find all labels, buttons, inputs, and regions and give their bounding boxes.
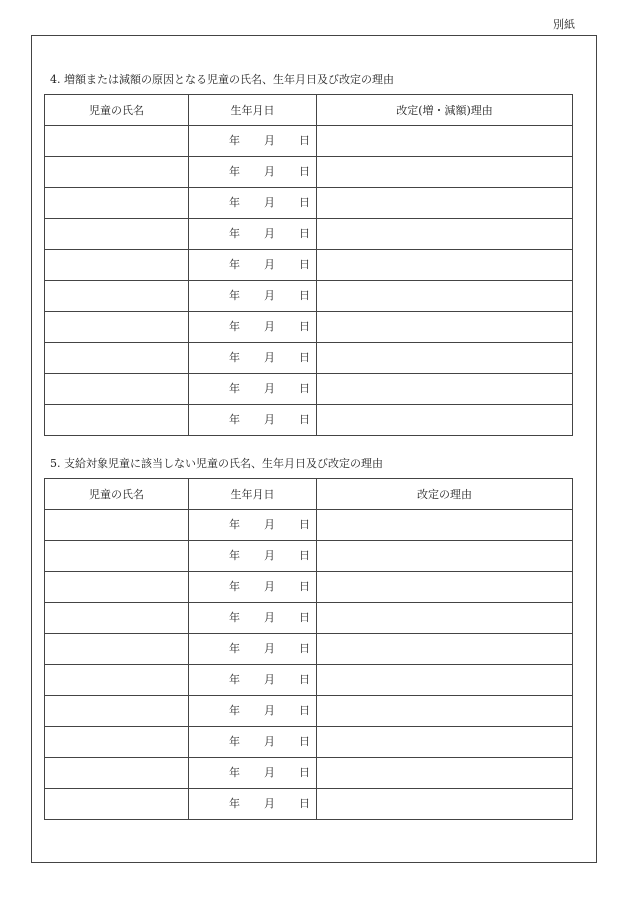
year-label: 年	[229, 196, 240, 209]
table-row	[45, 696, 573, 727]
birth-date-field[interactable]	[189, 696, 317, 727]
year-label: 年	[229, 766, 240, 779]
month-label: 月	[264, 549, 275, 562]
table-row	[45, 374, 573, 405]
year-label: 年	[229, 797, 240, 810]
child-name-field[interactable]	[45, 157, 189, 188]
year-label: 年	[229, 320, 240, 333]
child-name-field[interactable]	[45, 541, 189, 572]
table-row	[45, 188, 573, 219]
child-name-field[interactable]	[45, 510, 189, 541]
child-name-field[interactable]	[45, 281, 189, 312]
year-label: 年	[229, 611, 240, 624]
birth-date-field[interactable]	[189, 510, 317, 541]
reason-field[interactable]	[317, 572, 573, 603]
column-header-reason: 改定の理由	[317, 479, 573, 510]
day-label: 日	[299, 580, 310, 593]
table-row	[45, 758, 573, 789]
reason-field[interactable]	[317, 405, 573, 436]
month-label: 月	[264, 320, 275, 333]
month-label: 月	[264, 382, 275, 395]
child-name-field[interactable]	[45, 374, 189, 405]
child-name-field[interactable]	[45, 126, 189, 157]
section-5-table	[44, 478, 573, 820]
year-label: 年	[229, 165, 240, 178]
table-row	[45, 126, 573, 157]
table-row	[45, 541, 573, 572]
year-label: 年	[229, 549, 240, 562]
birth-date-field[interactable]	[189, 603, 317, 634]
month-label: 月	[264, 258, 275, 271]
birth-date-field[interactable]	[189, 188, 317, 219]
table-row	[45, 405, 573, 436]
table-header-row	[45, 479, 573, 510]
table-row	[45, 510, 573, 541]
year-label: 年	[229, 580, 240, 593]
year-label: 年	[229, 351, 240, 364]
year-label: 年	[229, 382, 240, 395]
child-name-field[interactable]	[45, 603, 189, 634]
table-row	[45, 250, 573, 281]
reason-field[interactable]	[317, 219, 573, 250]
day-label: 日	[299, 704, 310, 717]
column-header-name: 児童の氏名	[45, 95, 189, 126]
month-label: 月	[264, 165, 275, 178]
column-header-name: 児童の氏名	[45, 479, 189, 510]
day-label: 日	[299, 289, 310, 302]
child-name-field[interactable]	[45, 312, 189, 343]
year-label: 年	[229, 704, 240, 717]
child-name-field[interactable]	[45, 665, 189, 696]
month-label: 月	[264, 735, 275, 748]
month-label: 月	[264, 611, 275, 624]
child-name-field[interactable]	[45, 789, 189, 820]
table-row	[45, 219, 573, 250]
month-label: 月	[264, 227, 275, 240]
reason-field[interactable]	[317, 510, 573, 541]
birth-date-field[interactable]	[189, 789, 317, 820]
section-5-heading: 5. 支給対象児童に該当しない児童の氏名、生年月日及び改定の理由	[50, 457, 383, 470]
year-label: 年	[229, 258, 240, 271]
section-4-table	[44, 94, 573, 436]
column-header-dob: 生年月日	[189, 479, 317, 510]
birth-date-field[interactable]	[189, 219, 317, 250]
birth-date-field[interactable]	[189, 343, 317, 374]
reason-field[interactable]	[317, 634, 573, 665]
month-label: 月	[264, 134, 275, 147]
table-header-row	[45, 95, 573, 126]
month-label: 月	[264, 766, 275, 779]
column-header-reason: 改定(増・減額)理由	[317, 95, 573, 126]
birth-date-field[interactable]	[189, 281, 317, 312]
reason-field[interactable]	[317, 727, 573, 758]
reason-field[interactable]	[317, 758, 573, 789]
reason-field[interactable]	[317, 789, 573, 820]
child-name-field[interactable]	[45, 250, 189, 281]
table-row	[45, 789, 573, 820]
month-label: 月	[264, 518, 275, 531]
day-label: 日	[299, 227, 310, 240]
reason-field[interactable]	[317, 603, 573, 634]
birth-date-field[interactable]	[189, 758, 317, 789]
document-label: 別紙	[553, 18, 575, 31]
month-label: 月	[264, 580, 275, 593]
table-row	[45, 312, 573, 343]
child-name-field[interactable]	[45, 758, 189, 789]
reason-field[interactable]	[317, 250, 573, 281]
reason-field[interactable]	[317, 312, 573, 343]
table-row	[45, 665, 573, 696]
year-label: 年	[229, 673, 240, 686]
birth-date-field[interactable]	[189, 405, 317, 436]
year-label: 年	[229, 735, 240, 748]
child-name-field[interactable]	[45, 219, 189, 250]
birth-date-field[interactable]	[189, 126, 317, 157]
day-label: 日	[299, 518, 310, 531]
table-row	[45, 343, 573, 374]
reason-field[interactable]	[317, 157, 573, 188]
birth-date-field[interactable]	[189, 727, 317, 758]
reason-field[interactable]	[317, 126, 573, 157]
child-name-field[interactable]	[45, 188, 189, 219]
birth-date-field[interactable]	[189, 541, 317, 572]
birth-date-field[interactable]	[189, 572, 317, 603]
day-label: 日	[299, 351, 310, 364]
month-label: 月	[264, 797, 275, 810]
birth-date-field[interactable]	[189, 374, 317, 405]
table-row	[45, 157, 573, 188]
day-label: 日	[299, 165, 310, 178]
month-label: 月	[264, 351, 275, 364]
reason-field[interactable]	[317, 696, 573, 727]
section-4-heading: 4. 増額または減額の原因となる児童の氏名、生年月日及び改定の理由	[50, 73, 394, 86]
birth-date-field[interactable]	[189, 634, 317, 665]
child-name-field[interactable]	[45, 572, 189, 603]
table-row	[45, 603, 573, 634]
year-label: 年	[229, 134, 240, 147]
birth-date-field[interactable]	[189, 312, 317, 343]
day-label: 日	[299, 642, 310, 655]
month-label: 月	[264, 704, 275, 717]
year-label: 年	[229, 289, 240, 302]
reason-field[interactable]	[317, 281, 573, 312]
child-name-field[interactable]	[45, 727, 189, 758]
day-label: 日	[299, 134, 310, 147]
day-label: 日	[299, 611, 310, 624]
month-label: 月	[264, 642, 275, 655]
column-header-dob: 生年月日	[189, 95, 317, 126]
year-label: 年	[229, 642, 240, 655]
year-label: 年	[229, 227, 240, 240]
child-name-field[interactable]	[45, 634, 189, 665]
birth-date-field[interactable]	[189, 665, 317, 696]
reason-field[interactable]	[317, 188, 573, 219]
day-label: 日	[299, 797, 310, 810]
day-label: 日	[299, 549, 310, 562]
birth-date-field[interactable]	[189, 157, 317, 188]
day-label: 日	[299, 258, 310, 271]
day-label: 日	[299, 673, 310, 686]
year-label: 年	[229, 518, 240, 531]
child-name-field[interactable]	[45, 343, 189, 374]
day-label: 日	[299, 766, 310, 779]
day-label: 日	[299, 196, 310, 209]
month-label: 月	[264, 413, 275, 426]
table-row	[45, 572, 573, 603]
day-label: 日	[299, 320, 310, 333]
table-row	[45, 727, 573, 758]
table-row	[45, 634, 573, 665]
day-label: 日	[299, 382, 310, 395]
year-label: 年	[229, 413, 240, 426]
day-label: 日	[299, 413, 310, 426]
day-label: 日	[299, 735, 310, 748]
reason-field[interactable]	[317, 541, 573, 572]
month-label: 月	[264, 673, 275, 686]
birth-date-field[interactable]	[189, 250, 317, 281]
child-name-field[interactable]	[45, 405, 189, 436]
child-name-field[interactable]	[45, 696, 189, 727]
month-label: 月	[264, 289, 275, 302]
reason-field[interactable]	[317, 665, 573, 696]
reason-field[interactable]	[317, 343, 573, 374]
month-label: 月	[264, 196, 275, 209]
reason-field[interactable]	[317, 374, 573, 405]
table-row	[45, 281, 573, 312]
